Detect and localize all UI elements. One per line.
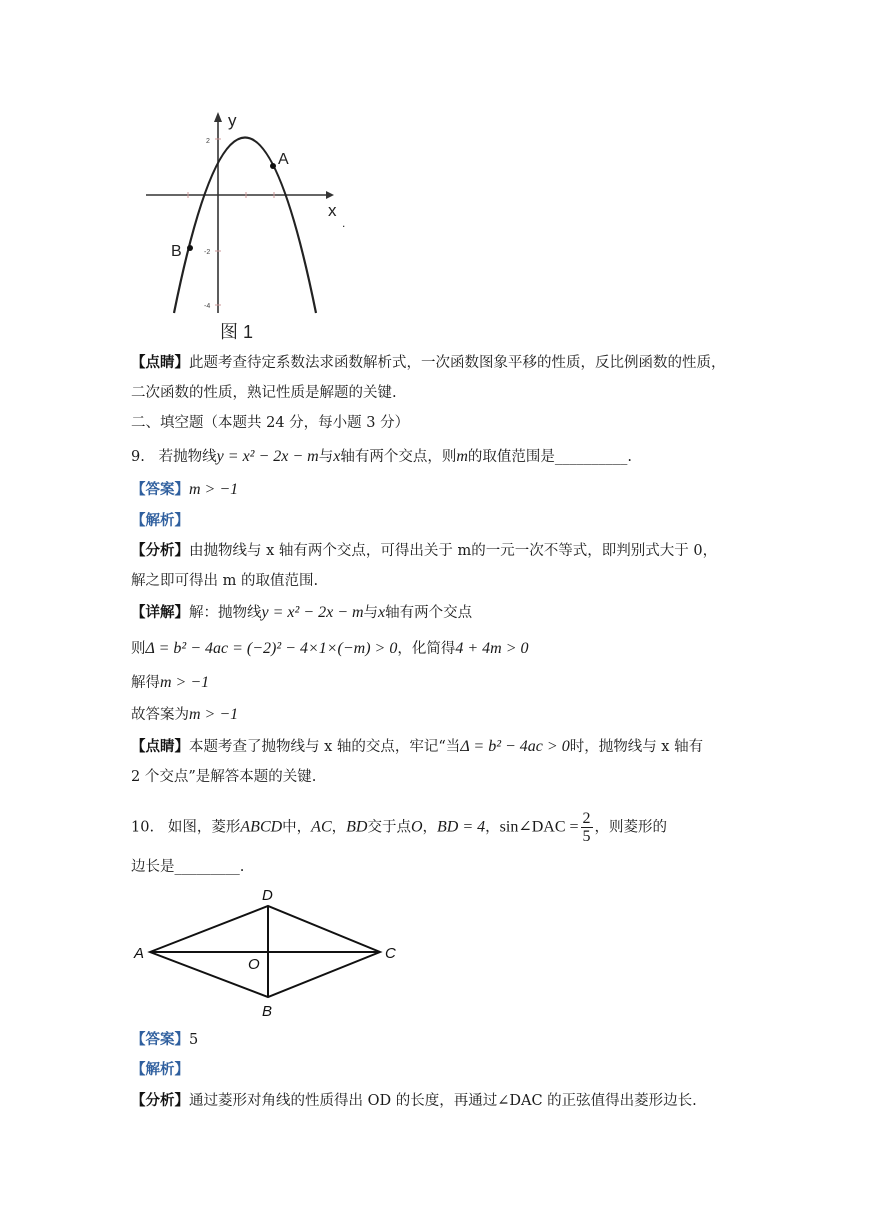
xiangjie-9-line-4 (131, 705, 238, 725)
variable: ABCD (240, 818, 283, 836)
fenxi-text: 通过菱形对角线的性质得出 OD 的长度，再通过∠DAC 的正弦值得出菱形边长. (189, 1093, 697, 1109)
variable: x (378, 604, 386, 621)
section-heading (131, 413, 409, 433)
question-text: ， (485, 819, 500, 836)
variable: BD (346, 818, 368, 836)
vertex-label-d: D (262, 887, 273, 904)
tick-y-2: 2 (206, 138, 210, 145)
vertex-label-a: A (134, 945, 145, 962)
xiangjie-text: ，化简得 (397, 641, 456, 657)
fenxi-9-line-2 (131, 571, 318, 591)
vertex-label-o: O (248, 956, 260, 973)
question-text: ， (422, 819, 438, 836)
point-b-label: B (171, 243, 182, 260)
equation: sin∠DAC = (499, 818, 579, 836)
xiangjie-text: 与 (363, 605, 379, 621)
question-text: 边长是_________. (131, 859, 245, 875)
figure-caption: 图 1 (220, 322, 254, 342)
analysis-tag: 【解析】 (131, 512, 189, 529)
variable: m (456, 448, 468, 465)
equation: y = x² − 2x − m (216, 448, 319, 465)
point-b (187, 245, 193, 251)
question-text: 若抛物线 (158, 449, 217, 465)
equation: m > −1 (160, 674, 210, 691)
xiangjie-text: 则 (131, 641, 146, 657)
question-text: 的取值范围是__________. (467, 449, 632, 465)
question-text: 交于点 (367, 819, 411, 836)
axis-label-x: x (328, 201, 337, 220)
fraction-denominator: 5 (582, 828, 591, 845)
dianjing-9-line-2 (131, 767, 316, 787)
equation: Δ = b² − 4ac = (−2)² − 4×1×(−m) > 0 (145, 640, 398, 657)
analysis-tag: 【解析】 (131, 1061, 189, 1078)
question-text: 中， (282, 819, 312, 836)
question-text: ，则菱形的 (594, 819, 668, 836)
xiangjie-text: 故答案为 (131, 707, 189, 723)
parabola-graph (140, 108, 370, 343)
analysis-10 (131, 1060, 189, 1080)
fraction-numerator: 2 (582, 810, 591, 827)
point-a (270, 163, 276, 169)
trailing-dot: . (342, 216, 346, 230)
vertex-label-c: C (385, 945, 396, 962)
section-title: 二、填空题（本题共 24 分，每小题 3 分） (131, 415, 410, 431)
xiangjie-text: 轴有两个交点 (385, 605, 473, 621)
fraction (581, 810, 593, 845)
xiangjie-tag: 【详解】 (131, 604, 189, 621)
fenxi-9-line-1 (131, 541, 717, 561)
equation: m > −1 (189, 706, 239, 723)
equation: Δ = b² − 4ac > 0 (460, 738, 570, 755)
answer-9 (131, 480, 238, 500)
dianjing-text: 本题考查了抛物线与 x 轴的交点，牢记“当 (189, 739, 461, 755)
tick-y-minus-2: -2 (204, 249, 211, 256)
dianjing-line-2 (131, 383, 397, 403)
question-10-line-2 (131, 857, 244, 877)
xiangjie-9-line-3 (131, 673, 209, 693)
point-a-label: A (278, 151, 289, 168)
answer-value: 5 (189, 1032, 199, 1048)
dianjing-9-line-1 (131, 737, 703, 757)
fenxi-text: 解之即可得出 m 的取值范围. (131, 573, 319, 589)
equation: y = x² − 2x − m (261, 604, 364, 621)
rhombus-figure (130, 884, 410, 1024)
question-number: 10. (131, 819, 155, 836)
fenxi-10 (131, 1091, 697, 1111)
answer-value: m > −1 (189, 481, 239, 498)
fenxi-tag: 【分析】 (131, 1092, 189, 1109)
vertex-label-b: B (262, 1003, 273, 1020)
answer-10 (131, 1030, 198, 1050)
dianjing-text: 二次函数的性质，熟记性质是解题的关键. (131, 385, 397, 401)
dianjing-text: 2 个交点”是解答本题的关键. (131, 769, 317, 785)
answer-tag: 【答案】 (131, 1031, 189, 1048)
equation: 4 + 4m > 0 (455, 640, 529, 657)
parabola-curve (174, 138, 316, 314)
question-9 (131, 447, 632, 467)
dianjing-text: 时，抛物线与 x 轴有 (569, 739, 704, 755)
xiangjie-9-line-1 (131, 603, 472, 623)
fenxi-tag: 【分析】 (131, 542, 189, 559)
xiangjie-9-line-2 (131, 639, 529, 659)
axis-label-y: y (228, 111, 237, 130)
variable: x (333, 448, 341, 465)
question-text: 与 (318, 449, 334, 465)
variable: AC (311, 818, 332, 836)
y-axis-arrow (214, 112, 222, 122)
dianjing-line-1 (131, 353, 726, 373)
question-text: 轴有两个交点，则 (340, 449, 457, 465)
question-10 (131, 810, 667, 845)
tick-y-minus-4: -4 (204, 303, 211, 310)
question-text: ， (331, 819, 347, 836)
analysis-9 (131, 511, 189, 531)
variable: O (410, 818, 423, 836)
x-axis-arrow (326, 191, 334, 199)
answer-tag: 【答案】 (131, 481, 189, 498)
question-number: 9. (131, 449, 145, 465)
xiangjie-text: 解：抛物线 (189, 605, 262, 621)
fenxi-text: 由抛物线与 x 轴有两个交点，可得出关于 m的一元一次不等式，即判别式大于 0， (189, 543, 718, 559)
dianjing-text: 此题考查待定系数法求函数解析式，一次函数图象平移的性质，反比例函数的性质， (189, 355, 726, 371)
xiangjie-text: 解得 (131, 675, 160, 691)
question-text: 如图，菱形 (167, 819, 241, 836)
dianjing-tag: 【点睛】 (131, 738, 189, 755)
equation: BD = 4 (437, 818, 486, 836)
dianjing-tag: 【点睛】 (131, 354, 189, 371)
